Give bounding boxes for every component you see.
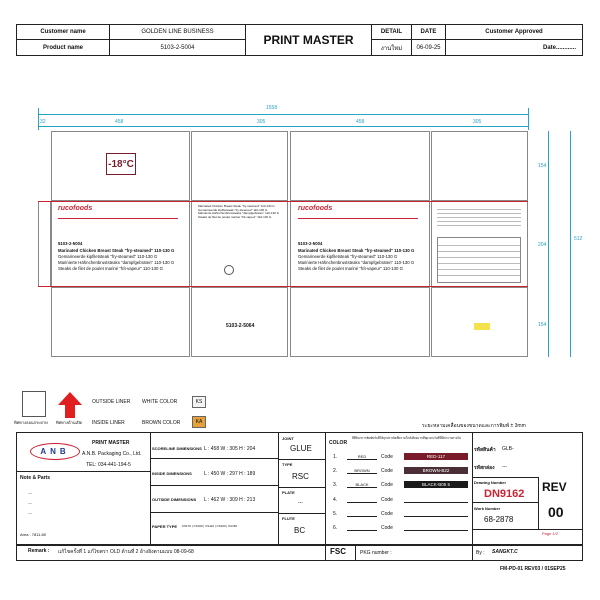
outside-liner-label: OUTSIDE LINER — [92, 399, 131, 405]
date-label: DATE — [411, 24, 446, 40]
color-row-swatch: BLACK-B05 5 — [404, 481, 468, 488]
scoreline-label: SCORELINE DIMENSIONS — [152, 446, 202, 451]
by-signature: SANGKT.C — [492, 549, 518, 555]
bottom-flap-label: 154 — [538, 322, 547, 328]
inside-liner-label: INSIDE LINER — [92, 420, 125, 426]
yellow-marker — [474, 323, 490, 330]
product-line-a-1: Marinated Chicken Breast Steak "fry-steamed" 110-130 G — [58, 248, 175, 253]
ka-swatch: KA — [192, 416, 206, 428]
color-row-name: BROWN — [347, 468, 377, 474]
product-line-b-1: Marinated Chicken Breast Steak "fry-steamed" 110-130 G — [198, 204, 275, 208]
divider — [278, 487, 325, 488]
divider — [150, 485, 278, 486]
divider — [472, 477, 538, 478]
outside-dims-label: OUTSIDE DIMENSIONS — [152, 497, 197, 502]
color-row-number: 6. — [333, 525, 338, 531]
date-value: 06-09-25 — [411, 39, 446, 56]
pkg-number-label: PKG number : — [360, 550, 392, 556]
remark-label: Remark : — [28, 548, 50, 554]
notes-title: Note & Parts — [20, 475, 51, 481]
product-line-c-3: Marinierte Hähnchenbruststeaks "dampfgebraten" 110-130 G — [298, 260, 415, 265]
type-value: RSC — [292, 472, 309, 481]
color-row-name — [347, 525, 377, 531]
divider — [325, 432, 326, 545]
color-row-name — [347, 511, 377, 517]
divider — [278, 513, 325, 514]
page-title: PRINT MASTER — [245, 24, 372, 56]
bottom-flap-c — [290, 287, 430, 357]
color-row-code-label: Code — [381, 511, 393, 517]
product-code-c: 5103-2-5004 — [298, 241, 323, 246]
product-code-value: GLB- — [502, 446, 514, 452]
panel-d-label: 305 — [473, 119, 482, 125]
customer-approved-date[interactable]: Date............ — [445, 39, 583, 56]
divider — [278, 432, 279, 545]
note-line-1: --- — [28, 490, 32, 495]
customer-name-label: Customer name — [16, 24, 110, 40]
color-row-number: 2. — [333, 468, 338, 474]
color-row-number: 1. — [333, 454, 338, 460]
panel-b-text — [198, 205, 284, 219]
color-row-swatch: BROWN-B22 — [404, 467, 468, 474]
drawing-number-value: DN9162 — [484, 488, 525, 500]
detail-label: DETAIL — [371, 24, 412, 40]
panel-width-line — [38, 126, 528, 127]
divider — [278, 459, 325, 460]
outside-dims-value: L : 462 W : 309 H : 213 — [204, 497, 256, 503]
scoreline-value: L : 458 W : 305 H : 204 — [204, 446, 256, 452]
divider — [16, 471, 150, 472]
inside-dims-label: INSIDE DIMENSIONS — [152, 471, 192, 476]
product-line-c-2: Gemarineerde kipfiletsteak "fry-steamed" 110-130 G — [298, 254, 398, 259]
color-row-name: RED — [347, 454, 377, 460]
flute-label: FLUTE — [282, 516, 295, 521]
brand-logo-a: rucofoods — [58, 205, 93, 212]
ingredient-text-block — [437, 205, 521, 233]
color-row-swatch — [404, 496, 468, 503]
work-number-value: 68-2878 — [484, 515, 514, 524]
area-value: Area : 7811.80 — [20, 532, 46, 537]
total-width-label: 1558 — [266, 105, 278, 111]
divider — [472, 502, 538, 503]
by-label: By : — [476, 550, 485, 556]
company-name: A.N.B. Packaging Co., Ltd. — [82, 451, 142, 457]
inside-dims-value: L : 450 W : 297 H : 189 — [204, 471, 256, 477]
top-flap-b — [191, 131, 288, 201]
color-row-code-label: Code — [381, 525, 393, 531]
detail-value: งานใหม่ — [371, 39, 412, 56]
divider — [150, 458, 278, 459]
divider — [538, 477, 539, 529]
bottom-flap-a — [51, 287, 190, 357]
note-line-2: --- — [28, 500, 32, 505]
product-line-a-2: Gemarineerde kipfiletsteak "fry-steamed" 110-130 G — [58, 254, 158, 259]
color-label: COLOR — [329, 440, 348, 446]
product-line-b-4: Steaks de filet de poulet mariné "frit-vapeur" 110-130 G — [198, 214, 272, 219]
company-tel: TEL: 034-441-194-5 — [86, 462, 131, 468]
company-logo: ANB — [30, 443, 80, 460]
customer-approved-label: Customer Approved — [445, 24, 583, 40]
height-line — [548, 131, 549, 357]
flute-caption: ทิศทางลอนกระดาษ — [14, 420, 48, 425]
page-number: Page 1/2 — [542, 531, 559, 536]
product-line-c-1: Marinated Chicken Breast Steak "fry-steamed" 110-130 G — [298, 248, 415, 253]
total-height-line — [570, 131, 571, 357]
brand-logo-c: rucofoods — [298, 205, 333, 212]
bottom-flap-d — [431, 287, 528, 357]
color-row-code-label: Code — [381, 482, 393, 488]
joint-label: JOINT — [282, 436, 294, 441]
joint-value: GLUE — [290, 444, 312, 453]
fsc-mark: FSC — [330, 547, 346, 556]
color-row-number: 4. — [333, 497, 338, 503]
total-width-line — [38, 114, 528, 115]
product-line-a-4: Steaks de filet de poulet mariné "frit-vapeur" 110-130 G — [58, 266, 163, 271]
nutrition-table — [437, 237, 521, 283]
brand-underline — [58, 218, 178, 219]
paper-type-value: KS170 | CS100 | CS110 | CS100 | KA150 — [182, 524, 238, 528]
flute-direction-icon — [22, 391, 46, 417]
rev-value: 00 — [548, 504, 564, 520]
temperature-badge: -18°C — [106, 153, 136, 175]
panel-c-label: 458 — [356, 119, 365, 125]
product-code-label: รหัสสินค้า — [474, 447, 496, 453]
color-note: สีที่ลินาการพิมพ์ปรับสีให้ลุกปราณิตสีความใกล้เคียงมากที่สุด ยกเว้นสีที่มีค่าจางหายไป — [352, 436, 461, 440]
divider — [472, 545, 473, 561]
top-flap-c — [290, 131, 430, 201]
ks-swatch: KS — [192, 396, 206, 408]
color-row-swatch — [404, 510, 468, 517]
top-flap-d — [431, 131, 528, 201]
distance-note: ระยะหลามเคลื่อนของขนาดและการพิมพ์ ± 3mm — [422, 423, 526, 429]
divider — [325, 545, 326, 561]
color-row-number: 5. — [333, 511, 338, 517]
color-row-swatch — [404, 524, 468, 531]
divider — [150, 512, 278, 513]
product-line-a-3: Marinierte Hähnchenbruststeaks "dampfgebraten" 110-130 G — [58, 260, 175, 265]
paper-type-label: PAPER TYPE — [152, 524, 178, 529]
brand-underline — [298, 218, 418, 219]
product-code-a: 5103-2-5004 — [58, 241, 83, 246]
bottom-product-code: 5103-2-5064 — [226, 323, 255, 329]
color-row-swatch: RED-117 — [404, 453, 468, 460]
glue-flap-label: 32 — [40, 119, 46, 125]
box-code-label: รหัสกล่อง — [474, 465, 495, 471]
product-name-label: Product name — [16, 39, 110, 56]
panel-b-label: 305 — [257, 119, 266, 125]
product-name-value: 5103-2-5004 — [109, 39, 246, 56]
divider — [150, 432, 151, 545]
color-row-name — [347, 497, 377, 503]
product-line-c-4: Steaks de filet de poulet mariné "frit-vapeur" 110-130 G — [298, 266, 403, 271]
dim-tick — [38, 108, 39, 130]
type-label: TYPE — [282, 462, 293, 467]
total-height-label: 512 — [574, 236, 583, 242]
brown-color-label: BROWN COLOR — [142, 420, 181, 426]
form-code: FM-PD-01 REV03 / 01SEP25 — [500, 566, 566, 572]
top-flap-label: 154 — [538, 163, 547, 169]
note-line-3: --- — [28, 510, 32, 515]
white-color-label: WHITE COLOR — [142, 399, 178, 405]
arrow-caption: ทิศทางด้านเปิด — [56, 420, 83, 425]
color-row-code-label: Code — [381, 454, 393, 460]
remark-value: แก้ไขครั้งที่ 1 แก้ไขตรา OLD ด้านที่ 2 อ้างอิงตามแบบ 08-09-68 — [58, 549, 194, 555]
customer-name-value: GOLDEN LINE BUSINESS — [109, 24, 246, 40]
flute-value: BC — [294, 526, 306, 535]
box-code-value: --- — [502, 464, 507, 470]
product-line-b-2: Gemarineerde kipfiletsteak "fry-steamed" 110-130 G — [198, 207, 268, 212]
work-number-label: Work Number — [474, 506, 501, 511]
color-row-name: BLACK — [347, 482, 377, 488]
color-row-code-label: Code — [381, 497, 393, 503]
drawing-number-label: Drawing Number — [474, 480, 507, 485]
dim-tick — [528, 108, 529, 130]
plate-label: PLATE — [282, 490, 295, 495]
bottom-flap-b — [191, 287, 288, 357]
recycle-icon — [224, 265, 234, 275]
panel-a-label: 458 — [115, 119, 124, 125]
plate-value: --- — [298, 500, 303, 506]
body-height-label: 204 — [538, 242, 547, 248]
divider — [472, 529, 583, 530]
rev-label: REV — [542, 480, 567, 494]
company-title: PRINT MASTER — [92, 440, 130, 446]
color-row-code-label: Code — [381, 468, 393, 474]
color-row-number: 3. — [333, 482, 338, 488]
divider — [355, 545, 356, 561]
product-line-b-3: Marinierte Hähnchenbruststeaks "dampfgebraten" 110-130 G — [198, 211, 280, 216]
opening-arrow-icon — [58, 392, 82, 418]
